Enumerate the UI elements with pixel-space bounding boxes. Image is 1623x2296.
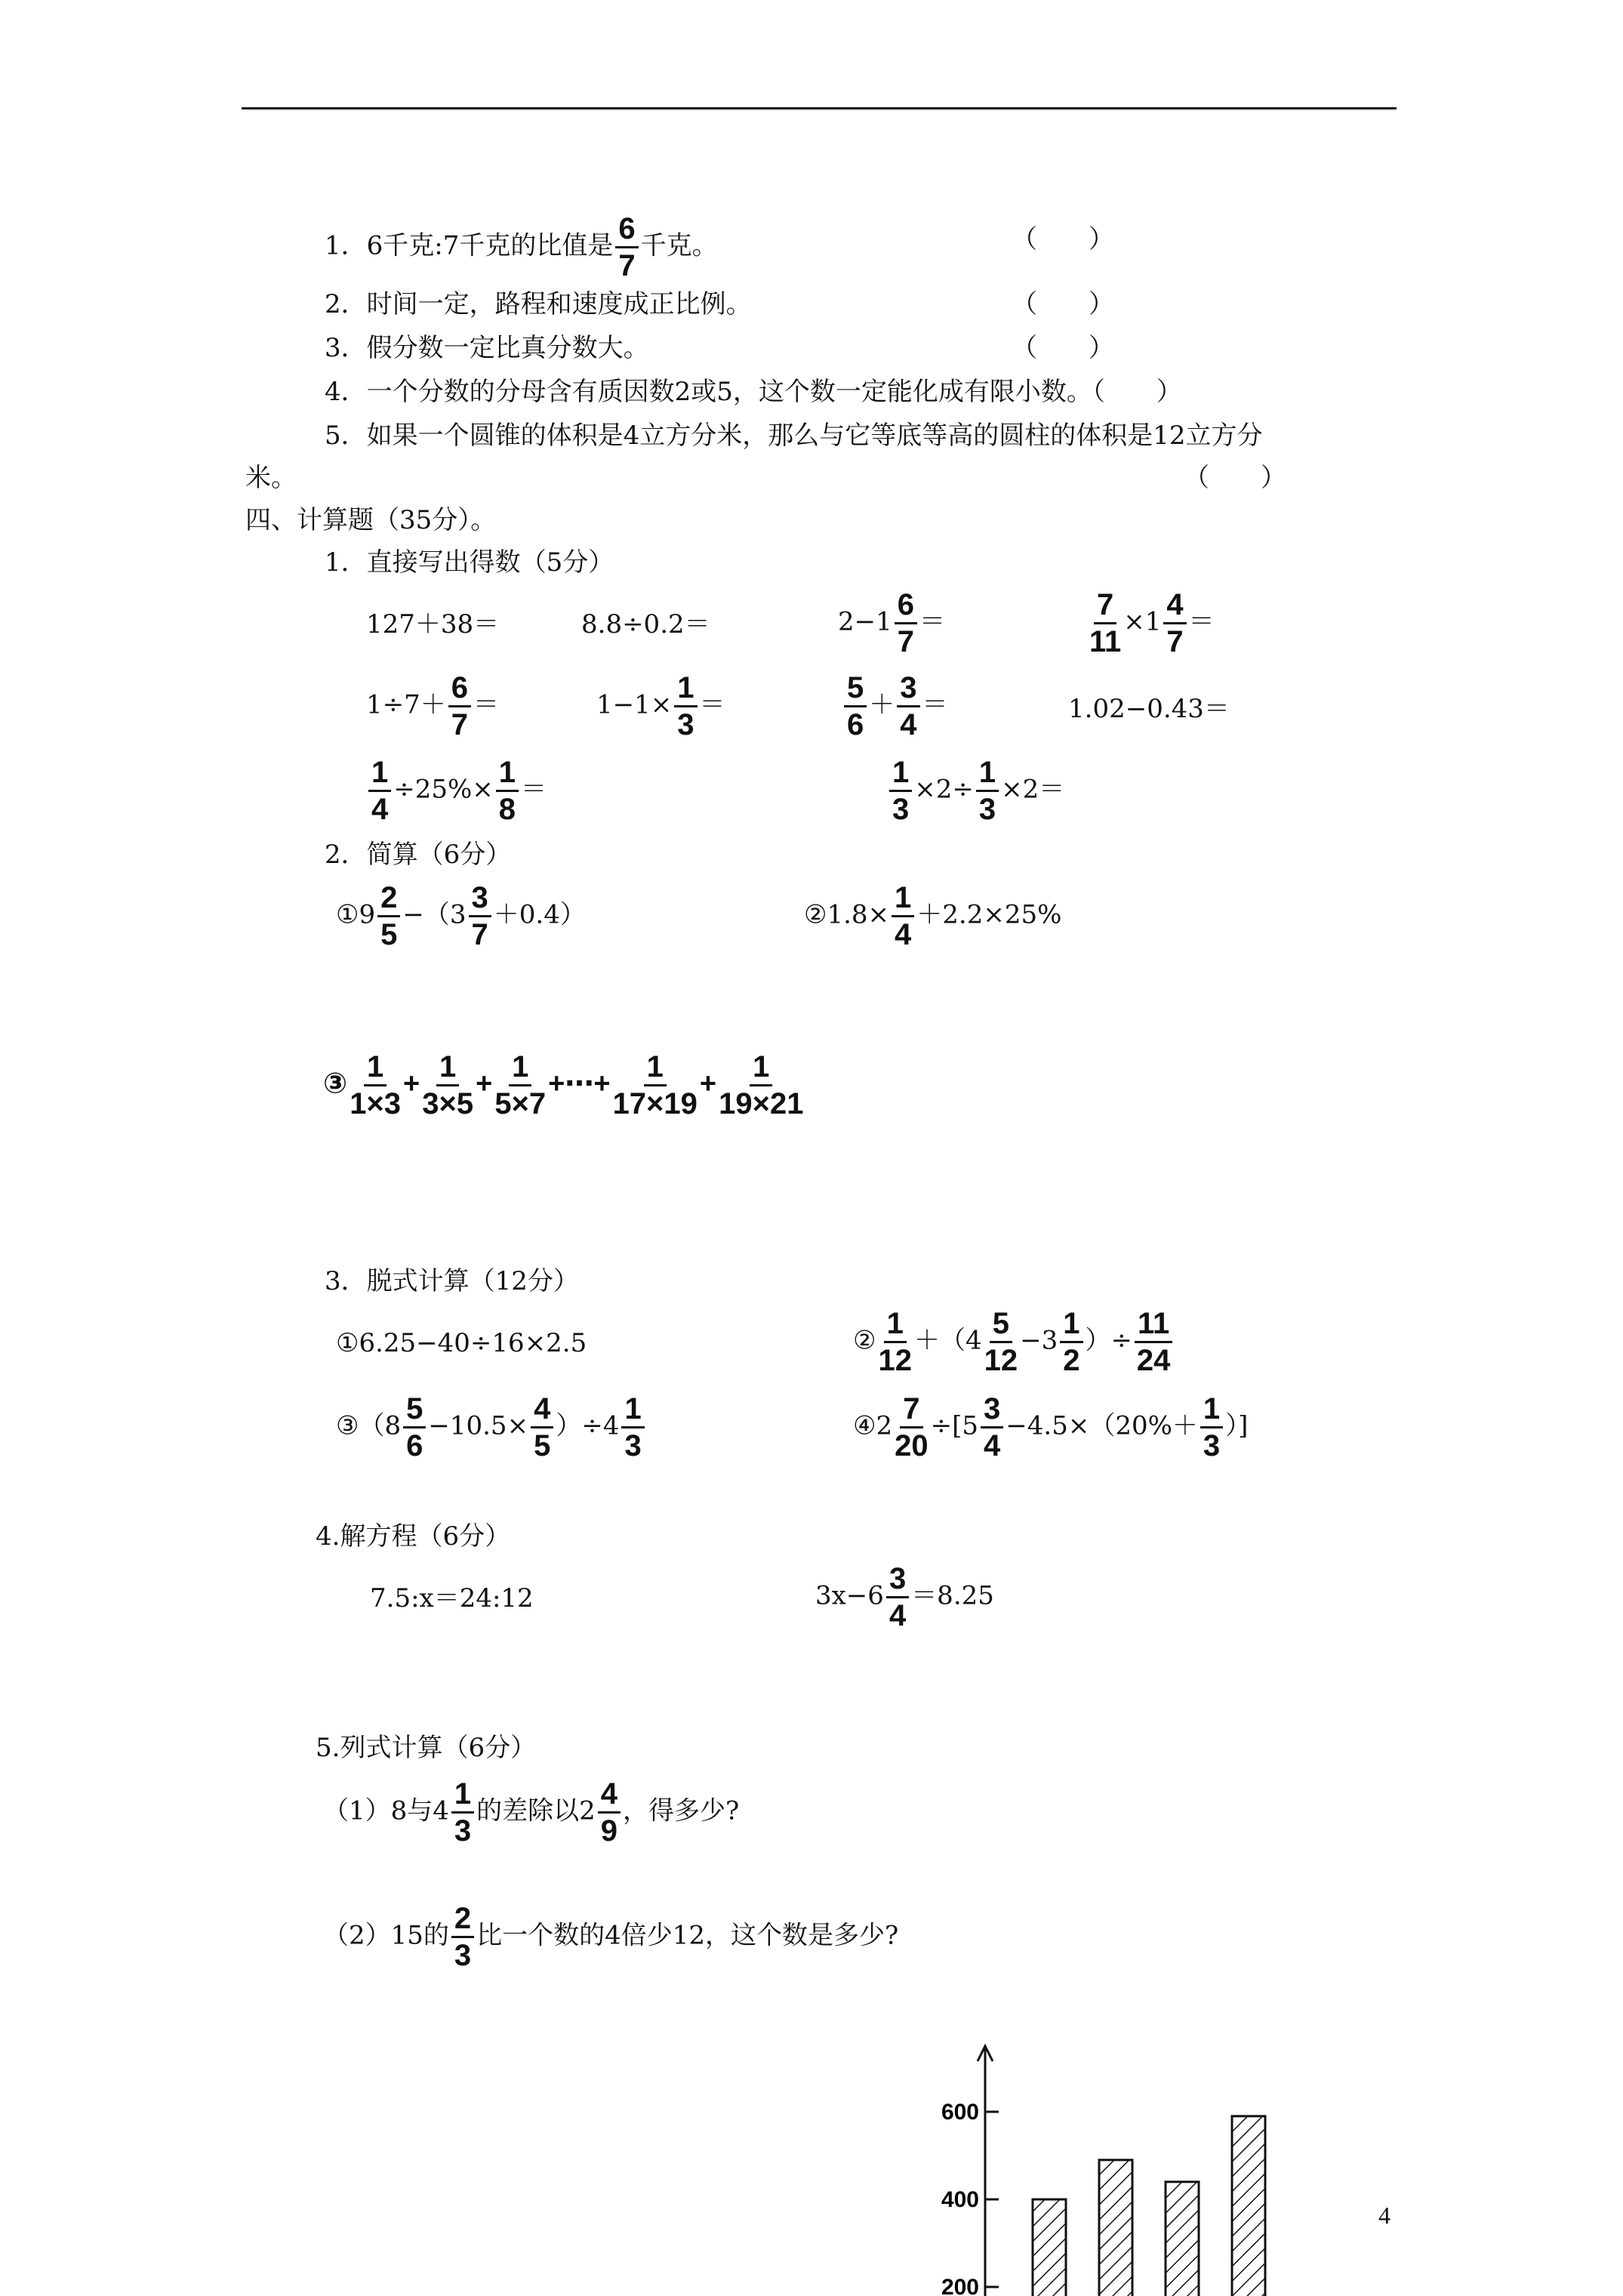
judge-item-5: 5．如果一个圆锥的体积是4立方分米，那么与它等底等高的圆柱的体积是12立方分 — [325, 421, 1263, 451]
q3-title: 3．脱式计算（12分） — [325, 1266, 579, 1296]
q3-p4: ④2 $\frac{7}{20}$ ÷[5 $\frac{3}{4}$ −4.5×（20%＋ $\frac{1}{3}$ ）] — [853, 1392, 1249, 1462]
fraction: $\frac{5}{6}$ — [844, 672, 867, 741]
y-tick-label: 600 — [941, 2100, 979, 2125]
judge-item-3: 3．假分数一定比真分数大。 — [325, 333, 649, 363]
fraction: $\frac{1}{3}$ — [1200, 1393, 1223, 1462]
q1-r2-c4: 1.02−0.43＝ — [1068, 694, 1230, 724]
fraction: $\frac{3}{4}$ — [981, 1393, 1003, 1462]
q4-e1: 7.5:x＝24:12 — [370, 1583, 534, 1613]
q2-p3: ③ $\frac{1}{1\times 3}$ + $\frac{1}{3\times 5}$ + $\frac{1}{5\times 7}$ +⋯+ $\frac{1}{17\times 19}$ + $\frac{1}{19\times 21}$ — [323, 1050, 804, 1120]
y-tick-label: 200 — [941, 2275, 979, 2296]
q1-r3-c1: $\frac{1}{4}$ ÷25%× $\frac{1}{8}$ ＝ — [366, 757, 547, 825]
fraction: $\frac{5}{12}$ — [984, 1307, 1018, 1377]
fraction: $\frac{1}{3\times 5}$ — [422, 1050, 474, 1120]
q2-title: 2．简算（6分） — [325, 840, 512, 870]
fraction: $\frac{6}{7}$ — [615, 213, 638, 282]
judge-text: 1．6千克:7千克的比值是 — [325, 230, 614, 261]
fraction: $\frac{5}{6}$ — [403, 1393, 426, 1462]
y-axis — [978, 2046, 993, 2296]
q1-r3-c2: $\frac{1}{3}$ ×2÷ $\frac{1}{3}$ ×2＝ — [887, 757, 1064, 825]
judge-item-2: 2．时间一定，路程和速度成正比例。 — [325, 289, 752, 319]
fraction: $\frac{1}{5\times 7}$ — [494, 1050, 547, 1120]
fraction: $\frac{3}{7}$ — [469, 882, 491, 951]
judge-item-4: 4．一个分数的分母含有质因数2或5，这个数一定能化成有限小数。（ ） — [325, 377, 1182, 407]
q5-p1: （1）8与4 $\frac{1}{3}$ 的差除以2 $\frac{4}{9}$ ，得多少? — [323, 1777, 740, 1848]
fraction: $\frac{4}{9}$ — [598, 1778, 621, 1847]
y-tick-labels — [941, 2100, 999, 2296]
fraction: $\frac{1}{19\times 21}$ — [719, 1050, 804, 1120]
fraction: $\frac{2}{3}$ — [451, 1903, 474, 1971]
q1-r1-c3: 2−1 $\frac{6}{7}$ ＝ — [838, 588, 946, 658]
fraction: $\frac{1}{2}$ — [1060, 1308, 1083, 1376]
judge-item-1 — [325, 213, 718, 282]
fraction: $\frac{7}{20}$ — [895, 1392, 929, 1462]
fraction: $\frac{2}{5}$ — [377, 882, 400, 951]
fraction: $\frac{6}{7}$ — [448, 672, 471, 741]
q1-r1-c4: $\frac{7}{11}$ ×1 $\frac{4}{7}$ ＝ — [1089, 588, 1215, 658]
bar-1 — [1033, 2199, 1066, 2296]
fraction: $\frac{7}{11}$ — [1089, 588, 1122, 658]
fraction: $\frac{1}{3}$ — [451, 1778, 474, 1847]
fraction: $\frac{1}{8}$ — [496, 757, 519, 825]
fraction: $\frac{4}{5}$ — [531, 1393, 553, 1462]
q4-e2: 3x−6 $\frac{3}{4}$ ＝8.25 — [815, 1562, 994, 1632]
q3-p1: ①6.25−40÷16×2.5 — [336, 1328, 587, 1358]
q1-r1-c2: 8.8÷0.2＝ — [581, 609, 710, 639]
fraction: $\frac{1}{17\times 19}$ — [612, 1050, 698, 1120]
bar-2 — [1099, 2160, 1132, 2296]
q1-r2-c3: $\frac{5}{6}$ ＋ $\frac{3}{4}$ ＝ — [842, 672, 948, 741]
q4-title: 4.解方程（6分） — [316, 1521, 511, 1552]
bars — [1033, 2116, 1265, 2296]
q5-p2: （2）15的 $\frac{2}{3}$ 比一个数的4倍少12，这个数是多少? — [323, 1902, 899, 1972]
q2-p1: ①9 $\frac{2}{5}$ −（3 $\frac{3}{7}$ ＋0.4） — [336, 881, 586, 951]
q1-r2-c1: 1÷7＋ $\frac{6}{7}$ ＝ — [366, 671, 500, 741]
judge-paren-1: （ ） — [1012, 224, 1114, 254]
fraction: $\frac{1}{3}$ — [674, 672, 697, 741]
fraction: $\frac{1}{1\times 3}$ — [350, 1050, 402, 1120]
q3-p3: ③（8 $\frac{5}{6}$ −10.5× $\frac{4}{5}$ ）÷4 $\frac{1}{3}$ — [336, 1393, 647, 1462]
fraction: $\frac{11}{24}$ — [1135, 1308, 1172, 1376]
fraction: $\frac{6}{7}$ — [895, 589, 917, 658]
bar-3 — [1166, 2182, 1199, 2296]
fraction: $\frac{1}{3}$ — [889, 757, 912, 825]
fraction: $\frac{1}{4}$ — [892, 882, 914, 951]
judge-paren-5: （ ） — [1184, 463, 1286, 493]
judge-paren-2: （ ） — [1012, 289, 1114, 319]
q3-p2: ② $\frac{1}{12}$ ＋（4 $\frac{5}{12}$ −3 $\frac{1}{2}$ ）÷ $\frac{11}{24}$ — [853, 1308, 1175, 1376]
y-tick-label: 400 — [941, 2187, 979, 2212]
fraction: $\frac{4}{7}$ — [1163, 589, 1186, 658]
bar-4 — [1232, 2116, 1265, 2296]
q1-r1-c1: 127＋38＝ — [366, 609, 500, 639]
fraction: $\frac{3}{4}$ — [897, 672, 919, 741]
fraction: $\frac{1}{3}$ — [621, 1393, 644, 1462]
q1-r2-c2: 1−1× $\frac{1}{3}$ ＝ — [596, 671, 725, 741]
q2-p2: ②1.8× $\frac{1}{4}$ ＋2.2×25% — [804, 881, 1062, 951]
fraction: $\frac{3}{4}$ — [886, 1563, 909, 1632]
section-title: 四、计算题（35分）。 — [245, 505, 497, 535]
q5-title: 5.列式计算（6分） — [316, 1733, 537, 1763]
judge-text-tail: 千克。 — [640, 230, 718, 261]
bar-chart — [921, 2039, 1283, 2296]
header-rule — [242, 107, 1397, 109]
q1-title: 1．直接写出得数（5分） — [325, 547, 614, 578]
fraction: $\frac{1}{12}$ — [878, 1307, 912, 1377]
fraction: $\frac{1}{3}$ — [976, 757, 999, 825]
judge-item-5-cont: 米。 — [245, 463, 297, 493]
judge-paren-3: （ ） — [1012, 333, 1114, 363]
fraction: $\frac{1}{4}$ — [368, 757, 391, 825]
page-number: 4 — [1378, 2202, 1390, 2229]
